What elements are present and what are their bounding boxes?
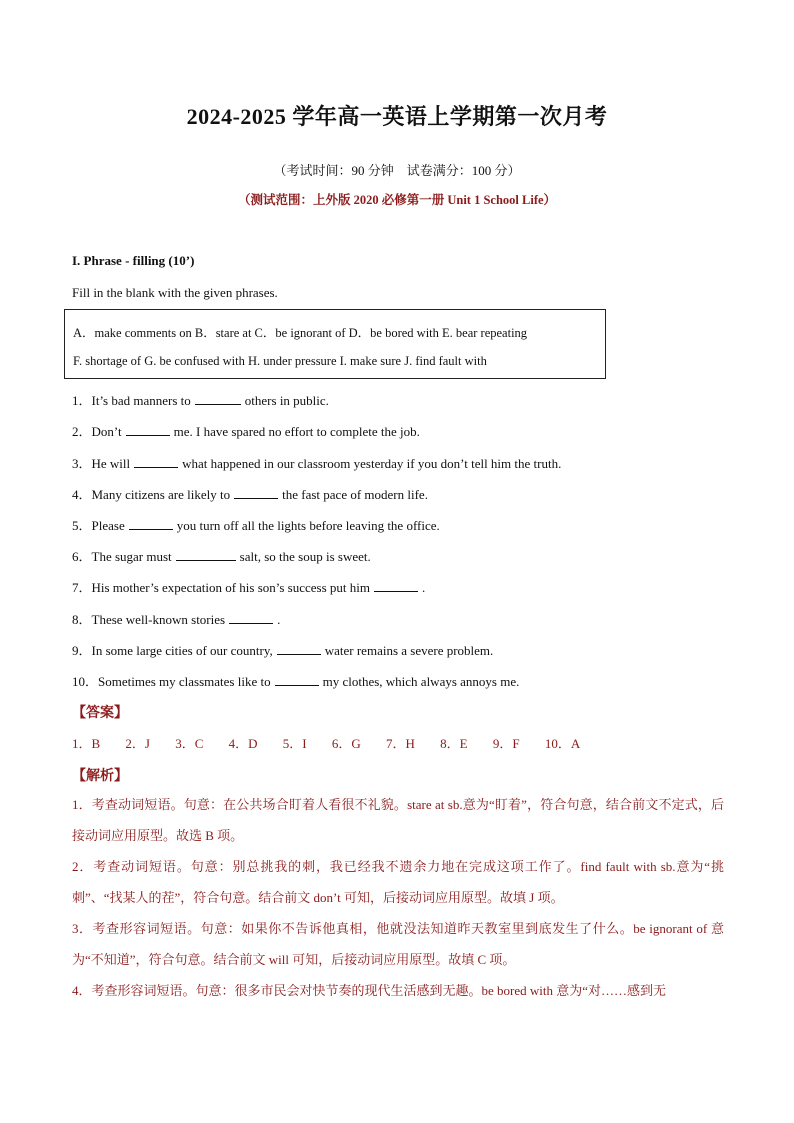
question-6: 6．The sugar must salt, so the soup is sweet. [72,549,371,564]
answer-item: 2．J [125,736,150,751]
answer-key [72,733,602,752]
question-1: 1．It’s bad manners to others in public. [72,393,329,408]
question-10: 10．Sometimes my classmates like to my clothes, which always annoys me. [72,674,520,689]
page-title: 2024-2025 学年高一英语上学期第一次月考 [186,104,608,129]
question-4: 4．Many citizens are likely to the fast pace of modern life. [72,487,428,502]
section-instruction: Fill in the blank with the given phrases. [72,285,278,300]
answer-item: 8．E [440,736,468,751]
answer-item: 6．G [331,736,361,751]
answer-blank [234,486,278,499]
answer-item: 9．F [492,736,520,751]
answer-blank [275,673,319,686]
answer-blank [277,642,321,655]
answer-blank [374,579,418,592]
answer-blank [195,392,241,405]
explanation-2: 2．考查动词短语。句意：别总挑我的刺，我已经我不遗余力地在完成这项工作了。find fault with sb.意为“挑刺”、“找某人的茬”，符合句意。结合前文 don’t 可知，后接动词应用原型。故填 J 项。 [72,859,724,905]
explanation-3: 3．考查形容词短语。句意：如果你不告诉他真相，他就没法知道昨天教室里到底发生了什么。be ignorant of 意为“不知道”，符合句意。结合前文 will 可知，后接动词应用原型。故填 C 项。 [72,921,724,967]
answer-heading: 【答案】 [72,706,128,721]
section-heading: I. Phrase - filling (10’) [72,253,195,268]
explanation-1: 1．考查动词短语。句意：在公共场合盯着人看很不礼貌。stare at sb.意为“盯着”，符合句意，结合前文不定式，后接动词应用原型。故选 B 项。 [72,797,724,843]
phrase-row-2: F. shortage of G. be confused with H. under pressure I. make sure J. find fault with [73,354,487,368]
answer-item: 4．D [228,736,258,751]
question-8: 8．These well-known stories . [72,612,281,627]
question-2: 2．Don’t me. I have spared no effort to complete the job. [72,424,420,439]
explanation-4: 4．考查形容词短语。句意：很多市民会对快节奏的现代生活感到无趣。be bored with 意为“对……感到无 [72,983,667,998]
answer-item: 1．B [72,736,101,751]
question-7: 7．His mother’s expectation of his son’s success put him . [72,580,426,595]
answer-blank [126,423,170,436]
answer-blank [134,455,178,468]
answer-item: 10．A [544,736,581,751]
question-3: 3．He will what happened in our classroom yesterday if you don’t tell him the truth. [72,456,562,471]
answer-item: 7．H [386,736,415,751]
question-5: 5．Please you turn off all the lights before leaving the office. [72,518,440,533]
answer-item: 5．I [282,736,307,751]
answer-blank [176,548,236,561]
question-9: 9．In some large cities of our country, water remains a severe problem. [72,643,494,658]
phrase-box [64,309,606,379]
analysis-heading: 【解析】 [72,769,128,784]
answer-item: 3．C [175,736,204,751]
test-scope: （测试范围：上外版 2020 必修第一册 Unit 1 School Life） [237,193,557,207]
answer-blank [129,517,173,530]
exam-info: （考试时间：90 分钟 试卷满分：100 分） [273,163,521,178]
answer-blank [229,611,273,624]
phrase-row-1: A．make comments on B．stare at C．be ignorant of D．be bored with E. bear repeating [73,326,528,340]
